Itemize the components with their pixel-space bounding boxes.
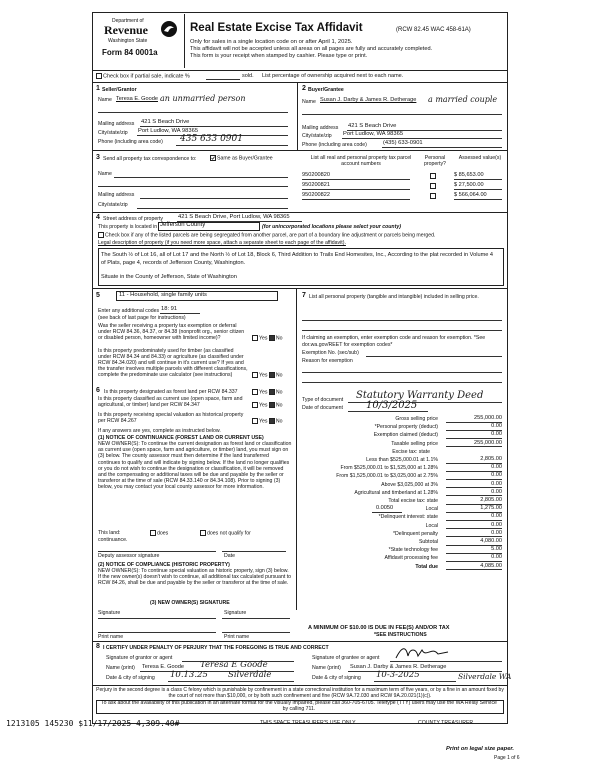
parcel-number-line[interactable]: [302, 179, 410, 180]
grantor-city: Silverdale: [228, 670, 272, 680]
s6-q1-answers: [252, 389, 283, 395]
grantee-date-line[interactable]: [374, 681, 456, 682]
land-does-label: does: [157, 530, 169, 537]
parcel-row: [302, 191, 502, 200]
parcel-value: $ 85,653.00: [454, 172, 484, 178]
excise-heading-label: Excise tax: state: [392, 448, 430, 455]
seller-city: Port Ludlow, WA 98365: [138, 128, 199, 134]
prop-section-number: 4: [96, 214, 100, 221]
doc-date-value: 10/3/2025: [366, 400, 418, 411]
tax-tier-label: Above $3,025,000 at 3%: [381, 481, 438, 488]
buyer-name-line2: [302, 114, 502, 115]
new-owner-signature-line2[interactable]: [222, 618, 290, 619]
footer-top-line: [92, 685, 507, 686]
county-value: Jefferson County: [160, 222, 206, 228]
prop-street: 421 S Beach Drive, Port Ludlow, WA 98365: [178, 214, 290, 220]
tech-fee-value[interactable]: 5.00: [491, 546, 502, 553]
partial-sale-checkbox[interactable]: [96, 73, 102, 79]
delinquent-state-label: *Delinquent interest: state: [378, 514, 438, 521]
same-as-buyer-checkbox[interactable]: [210, 155, 216, 161]
buyer-name-handwritten: a married couple: [428, 95, 498, 104]
s6-answer-note: If any answers are yes, complete as instructed below.: [98, 428, 221, 434]
perjury-notice: Perjury in the second degree is a class C felony which is punishable by confinement in a state correctional institution for a maximum term of five years, or by a fine in an amount fixed by the court of not more than $10,000, or by both such confinement and fine (RCW 9A.72.030 and RCW 9A.20.021(1)(c)).: [96, 687, 504, 699]
s6-q3-answers: [252, 418, 283, 424]
doc-date-label: Date of document: [302, 405, 343, 411]
buyer-section-number: 2: [302, 85, 306, 92]
s6-q1-no-checkbox[interactable]: [269, 389, 275, 395]
parcel-row: [302, 181, 502, 190]
s6-q2-yes-checkbox[interactable]: [252, 402, 258, 408]
doc-type-label: Type of document: [302, 397, 344, 403]
corr-same-row: [210, 155, 273, 161]
delinquent-state-value[interactable]: 0.00: [491, 513, 502, 520]
land-does-checkbox[interactable]: [150, 530, 156, 536]
corr-name-line2[interactable]: [98, 186, 288, 187]
tax-row-label: Taxable selling price: [391, 440, 438, 447]
sold-label: sold.: [242, 73, 254, 79]
q1-no-checkbox[interactable]: [269, 335, 275, 341]
s5-q2-answers: [252, 372, 283, 378]
logo-revenue: Revenue: [104, 23, 148, 37]
header-row-line: [92, 82, 507, 83]
grantee-signature-icon: [392, 644, 452, 662]
additional-codes-line[interactable]: [160, 313, 200, 314]
buyer-city-line[interactable]: [342, 138, 502, 139]
s5-q2: Is this property predominately used for timber (as classified under RCW 84.34 and 84.33) or agriculture (as classified under RCW 84.34.020) and will continue in it's current use? If yes and the transfer involves multiple parcels with different classifications, complete the predominate use calculator (see instructions): [98, 348, 248, 378]
personal-property-line2[interactable]: [302, 330, 502, 331]
total-due-value[interactable]: 4,085.00: [480, 562, 502, 569]
legal-description-2: Situate in the County of Jefferson, State of Washington: [101, 274, 237, 280]
tax-tier-value[interactable]: 0.00: [491, 480, 502, 487]
q2-no-checkbox[interactable]: [269, 372, 275, 378]
header-note2: This affidavit will not be accepted unless all areas on all pages are fully and accurately completed.: [190, 46, 433, 52]
page-title: Real Estate Excise Tax Affidavit: [190, 22, 363, 34]
corr-city-line[interactable]: [137, 208, 288, 209]
total-state-value[interactable]: 2,805.00: [480, 497, 502, 503]
personal-property-checkbox[interactable]: [430, 173, 436, 179]
corr-city-label: City/state/zip: [98, 202, 128, 208]
corr-mailing-line[interactable]: [140, 198, 288, 199]
tax-row-label: Exemption claimed (deduct): [373, 432, 438, 439]
new-owner-print-label2: Print name: [224, 634, 250, 640]
partial-sale-label: Check box if partial sale, indicate %: [103, 73, 190, 80]
tax-row-label: *Personal property (deduct): [374, 424, 438, 431]
partial-sale-percent-line[interactable]: [206, 79, 240, 80]
grantee-date: 10-3-2025: [376, 670, 420, 680]
doc-type-value: Statutory Warranty Deed: [356, 390, 484, 401]
partial-sale-row: [96, 73, 190, 79]
tax-tier-label: Agricultural and timberland at 1.28%: [354, 489, 438, 496]
exemption-no-line[interactable]: [366, 356, 502, 357]
tech-fee-label: *State technology fee: [388, 547, 438, 554]
this-land-label: This land:: [98, 530, 121, 536]
total-due-label: Total due: [415, 563, 438, 570]
use-code-value: 11 - Household, single family units: [119, 292, 207, 298]
segregated-checkbox[interactable]: [98, 232, 104, 238]
seller-buyer-divider: [297, 82, 298, 150]
buyer-name-label: Name: [302, 99, 316, 105]
seller-mailing-line[interactable]: [140, 126, 288, 127]
grantee-name-label: Name (print): [312, 665, 341, 671]
accessibility-notice: To ask about the availability of this publication in an alternate format for the visually impaired, please call 360-705-6705. Teletype (TTY) users may use the WA Relay Service by calling 711.: [101, 700, 497, 712]
parcel-number: 950200820: [302, 172, 330, 178]
title-citation: (RCW 82.45 WAC 458-61A): [396, 27, 471, 33]
prop-unincorporated: (for unincorporated locations please select your county): [262, 224, 401, 230]
exemption-claim: If claiming an exemption, enter exemption code and reason for exemption. *See dor.wa.gov/REET for exemption codes*: [302, 335, 486, 348]
tax-tier-label: From $1,525,000.01 to $3,025,000 at 2.75%: [336, 473, 438, 480]
seller-mailing: 421 S Beach Drive: [141, 119, 190, 125]
tax-row-value[interactable]: 255,000.00: [474, 415, 502, 421]
buyer-mailing: 421 S Beach Drive: [348, 123, 397, 129]
grantor-date: 10.13.25: [170, 670, 208, 680]
parcel-row: [302, 171, 502, 180]
logo-line1: Department of: [112, 18, 144, 24]
deputy-date-label: Date: [224, 553, 235, 559]
header-bottom-line: [92, 70, 507, 71]
prop-located-label: This property is located in: [98, 224, 158, 230]
total-state-label: Total excise tax: state: [388, 498, 438, 504]
minimum-note: A MINIMUM OF $10.00 IS DUE IN FEE(S) AND/OR TAX: [308, 625, 450, 631]
local-tax-label: Local: [425, 506, 438, 513]
tax-row-value[interactable]: 0.00: [491, 423, 502, 430]
notice2-text: NEW OWNER(S): To continue special valuation as historic property, sign (3) below. If the new owner(s) doesn't wish to continue, all additional tax calculated pursuant to RCW 84.26, shall be due and payable by the seller or transferor at the time of sale.: [98, 568, 292, 587]
q1-yes-checkbox[interactable]: [252, 335, 258, 341]
logo-emblem-icon: [160, 20, 178, 38]
seller-mailing-label: Mailing address: [98, 121, 135, 127]
personal-property-line[interactable]: [302, 320, 502, 321]
seller-section-number: 1: [96, 85, 100, 92]
grantee-sig-label: Signature of grantee or agent: [312, 655, 380, 661]
tax-tier-value[interactable]: 2,805.00: [480, 456, 502, 462]
grantee-sig-line[interactable]: [390, 661, 502, 662]
new-owner-signature-label1: Signature: [98, 610, 121, 616]
legal-size-note: Print on legal size paper.: [446, 746, 514, 752]
sig3-title: (3) NEW OWNER(S) SIGNATURE: [150, 600, 230, 606]
notice1-text: NEW OWNER(S): To continue the current designation as forest land or classification as current use (open space, farm and agriculture, or timber) land, you must sign on (3) below. The county assessor must then determine if the land transferred continues to qualify and will indicate by signing below. If the land no longer qualifies or you do not wish to continue the designation or classification, it will be removed and the compensating or additional taxes will be due and payable by the seller or transferor at the time of sale (RCW 84.33.140 or 84.34.108). Prior to signing (3) below, you may contact your local county assessor for more information.: [98, 441, 292, 491]
certify-heading: I CERTIFY UNDER PENALTY OF PERJURY THAT THE FOREGOING IS TRUE AND CORRECT: [103, 645, 329, 651]
new-owner-signature-label2: Signature: [224, 610, 247, 616]
affidavit-fee-label: Affidavit processing fee: [384, 555, 438, 562]
s6-q1: Is this property designated as forest land per RCW 84.337: [104, 389, 238, 395]
page-number: Page 1 of 6: [494, 755, 520, 761]
total-due-line: [446, 569, 502, 570]
section3-bottom-line: [92, 212, 507, 213]
header-note1: Only for sales in a single location code on or after April 1, 2025.: [190, 39, 353, 45]
buyer-heading: Buyer/Grantee: [308, 87, 344, 93]
tax-tier-label: Less than $525,000.01 at 1.1%: [366, 457, 438, 463]
grantee-name: Susan J. Darby & James R. Detherage: [350, 664, 447, 670]
tax-tier-value[interactable]: 0.00: [491, 464, 502, 471]
dor-logo: [96, 16, 182, 66]
seller-phone-line[interactable]: [176, 145, 288, 146]
seller-heading: Seller/Grantor: [102, 87, 137, 93]
s6-q2-answers: [252, 402, 283, 408]
grantor-date-line[interactable]: [168, 681, 294, 682]
seller-city-label: City/state/zip: [98, 130, 128, 136]
parcel-value-line[interactable]: [454, 179, 502, 180]
deputy-signature-label: Deputy assessor signature: [98, 553, 160, 559]
tax-row-line: [446, 446, 502, 447]
corr-mailing-label: Mailing address: [98, 192, 135, 198]
treasurer-only: THIS SPACE TREASURER'S USE ONLY: [260, 720, 356, 726]
tax-tier-value[interactable]: 0.00: [491, 488, 502, 495]
subtotal-label: Subtotal: [418, 539, 438, 545]
section2-bottom-line: [92, 150, 507, 151]
section4-bottom-line: [92, 288, 507, 289]
delinquent-local-value[interactable]: 0.00: [491, 521, 502, 528]
exemption-no-label: Exemption No. (sec/sub): [302, 350, 359, 356]
seller-name-line2: [98, 112, 288, 113]
q2-yes-checkbox[interactable]: [252, 372, 258, 378]
tax-tier-label: From $525,000.01 to $1,525,000 at 1.28%: [340, 465, 438, 472]
buyer-city-label: City/state/zip: [302, 133, 332, 139]
doc-date-line[interactable]: [348, 411, 428, 412]
buyer-mailing-label: Mailing address: [302, 125, 339, 131]
exemption-reason-label: Reason for exemption: [302, 358, 353, 364]
seller-name-handwritten: an unmarried person: [160, 94, 246, 103]
form-number: Form 84 0001a: [102, 48, 158, 57]
legal-description: The South ½ of Lot 16, all of Lot 17 and the North ½ of Lot 18, Block 6, Third Addition to Trails End Homesites, Inc., According to the plat recorded in Volume 4 of Plats, page 4, records of Jefferson County, Washington.: [101, 252, 494, 266]
delinquent-local-label: Local: [425, 522, 438, 529]
s6-section-number: 6: [96, 387, 100, 394]
new-owner-print-line2[interactable]: [222, 632, 290, 633]
parcels-col3-header: Assessed value(s): [458, 155, 502, 161]
continuance-label: continuance.: [98, 537, 128, 543]
seller-phone: 435 633 0901: [180, 134, 243, 144]
county-treasurer: COUNTY TREASURER: [418, 720, 474, 726]
s6-q1-yes-checkbox[interactable]: [252, 389, 258, 395]
buyer-city: Port Ludlow, WA 98365: [343, 131, 404, 137]
tax-row-value[interactable]: 0.00: [491, 431, 502, 438]
personal-property-checkbox[interactable]: [430, 183, 436, 189]
notice1-title: (1) NOTICE OF CONTINUANCE (FOREST LAND OR CURRENT USE): [98, 435, 264, 441]
grantor-sig-label: Signature of grantor or agent: [106, 655, 173, 661]
ownership-label: List percentage of ownership acquired next to each name.: [262, 73, 404, 79]
buyer-phone-line[interactable]: [382, 147, 502, 148]
prop-legal-label: Legal description of property (if you need more space, attach a separate sheet to each page of the affidavit).: [98, 240, 346, 246]
parcel-number: 950200822: [302, 192, 330, 198]
s6-q3-yes-label: Yes: [259, 418, 268, 425]
grantor-date-label: Date & city of signing: [106, 675, 155, 681]
see-back: (see back of last page for instructions): [98, 315, 186, 321]
s6-q1-no-label: No: [275, 389, 283, 396]
section8-top-line: [92, 641, 507, 642]
buyer-phone: (435) 633-0901: [383, 140, 423, 146]
parcel-value: $ 566,064.00: [454, 192, 487, 198]
new-owner-print-line1[interactable]: [98, 632, 216, 633]
grantee-date-label: Date & city of signing: [312, 675, 361, 681]
personal-property-label: List all personal property (tangible and intangible) included in selling price.: [309, 294, 479, 300]
s6-q1-yes-label: Yes: [259, 389, 268, 396]
prop-street-label: Street address of property: [103, 216, 163, 222]
parcels-col1-header: List all real and personal property tax parcel account numbers: [310, 155, 412, 167]
grantee-city: Silverdale WA: [458, 672, 512, 681]
s6-q2-no-checkbox[interactable]: [269, 402, 275, 408]
s7-section-number: 7: [302, 292, 306, 299]
personal-property-checkbox[interactable]: [430, 193, 436, 199]
s6-q2: Is this property classified as current use (open space, farm and agricultural, or timber) land per RCW 84.347: [98, 396, 243, 408]
deputy-signature-line[interactable]: [98, 551, 216, 552]
header-note3: This form is your receipt when stamped by cashier. Please type or print.: [190, 53, 368, 59]
q2-yes-label: Yes: [259, 372, 268, 379]
header-divider: [184, 14, 185, 68]
local-rate[interactable]: 0.0050: [376, 505, 394, 512]
seller-name: Teresa E. Goode: [116, 96, 158, 102]
s6-q3-no-label: No: [275, 418, 283, 425]
delinquent-penalty-value[interactable]: 0.00: [491, 529, 502, 536]
parcel-number-line[interactable]: [302, 199, 410, 200]
parcel-number-line[interactable]: [302, 189, 410, 190]
s6-q3-yes-checkbox[interactable]: [252, 418, 258, 424]
parcel-value: $ 27,500.00: [454, 182, 484, 188]
deputy-date-line[interactable]: [222, 551, 286, 552]
new-owner-signature-line1[interactable]: [98, 618, 216, 619]
local-tax-value[interactable]: 1,275.00: [480, 505, 502, 512]
exemption-reason-line[interactable]: [302, 372, 502, 373]
s6-q3-no-checkbox[interactable]: [269, 418, 275, 424]
land-does-row: [150, 530, 168, 536]
delinquent-penalty-label: *Delinquent penalty: [393, 530, 438, 537]
grantor-name-label: Name (print): [106, 665, 135, 671]
buyer-phone-label: Phone (including area code): [302, 142, 367, 148]
s5-q1-answers: [252, 335, 283, 341]
logo-line3: Washington State: [108, 38, 148, 44]
s6-q3: Is this property receiving special valuation as historical property per RCW 84.267: [98, 412, 244, 424]
parcel-value-line[interactable]: [454, 199, 502, 200]
parcel-number: 950200821: [302, 182, 330, 188]
new-owner-print-label1: Print name: [98, 634, 124, 640]
s6-q2-no-label: No: [275, 402, 283, 409]
grantor-name-handwritten: Teresa E Goode: [200, 660, 268, 670]
q2-no-label: No: [275, 372, 283, 379]
tax-row-value[interactable]: 255,000.00: [474, 439, 502, 446]
certify-section-number: 8: [96, 643, 100, 650]
q1-no-label: No: [275, 335, 283, 342]
recording-stamp: 1213105 145230 $11/17/2025 4,309.40#: [6, 719, 180, 728]
buyer-name: Susan J. Darby & James R. Detherage: [320, 97, 417, 103]
s5-q1: Was the seller receiving a property tax exemption or deferral under RCW 84.36, 84.37, or 84.38 (nonprofit org., senior citizen or disabled person, homeowner with limited income)?: [98, 323, 245, 341]
seller-name-label: Name: [98, 97, 112, 103]
grantor-name: Teresa E. Goode: [142, 664, 184, 670]
additional-codes: 18: 91: [161, 306, 178, 312]
subtotal-value[interactable]: 4,080.00: [480, 538, 502, 544]
notice2-title: (2) NOTICE OF COMPLIANCE (HISTORIC PROPERTY): [98, 562, 230, 568]
prop-segregated-row: [98, 232, 435, 238]
corr-section-number: 3: [96, 154, 100, 161]
corr-text: Send all property tax correspondence to:: [103, 156, 197, 162]
land-does-not-label: does not qualify for: [207, 530, 251, 537]
tax-tier-value[interactable]: 0.00: [491, 472, 502, 479]
corr-name-line[interactable]: [114, 177, 288, 178]
land-does-not-checkbox[interactable]: [200, 530, 206, 536]
s6-q2-yes-label: Yes: [259, 402, 268, 409]
tax-row-label: Gross selling price: [395, 416, 438, 422]
affidavit-fee-value[interactable]: 0.00: [491, 554, 502, 561]
s5-s7-divider: [296, 288, 297, 610]
prop-segregated: Check box if any of the listed parcels are being segregated from another parcel, are part of a boundary line adjustment or parcels being merged.: [105, 232, 436, 239]
corr-name-label: Name: [98, 171, 112, 177]
q1-yes-label: Yes: [259, 335, 268, 342]
additional-codes-label: Enter any additional codes: [98, 308, 160, 314]
seller-phone-label: Phone (including area code): [98, 139, 163, 145]
land-does-not-row: [200, 530, 251, 536]
same-as-label: Same as Buyer/Grantee: [217, 155, 273, 162]
parcel-value-line[interactable]: [454, 189, 502, 190]
parcels-col2-header: Personal property?: [424, 155, 446, 167]
check-icon: [211, 156, 215, 160]
exemption-reason-line2[interactable]: [302, 382, 502, 383]
s5-section-number: 5: [96, 292, 100, 299]
see-instructions: *SEE INSTRUCTIONS: [374, 632, 427, 638]
